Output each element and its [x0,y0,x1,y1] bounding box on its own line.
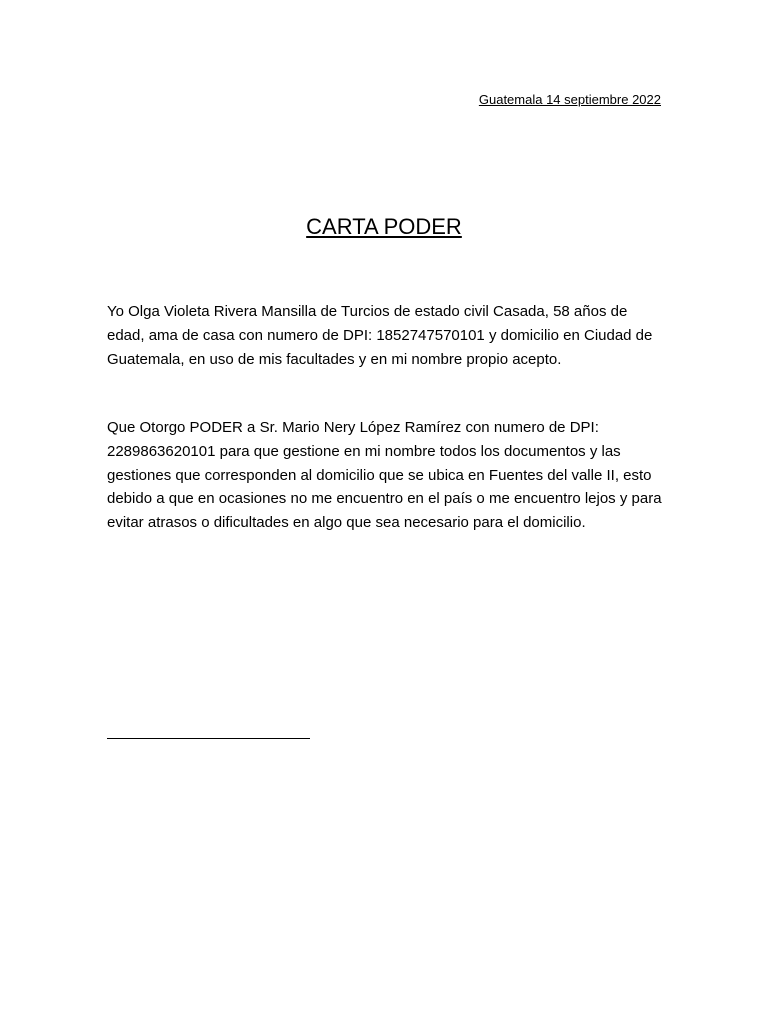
paragraph-declarant: Yo Olga Violeta Rivera Mansilla de Turcios de estado civil Casada, 58 años de edad, ama de casa con numero de DPI: 1852747570101 y domicilio en Ciudad de Guatemala, en uso de mis facultades y en mi nombre propio acepto. [107,303,653,368]
document-date: Guatemala 14 septiembre 2022 [478,92,661,107]
paragraph-power-granted: Que Otorgo PODER a Sr. Mario Nery López Ramírez con numero de DPI: 2289863620101 para que gestione en mi nombre todos los documentos y las gestiones que corresponden al domicilio que se ubica en Fuentes del valle II, esto debido a que en ocasiones no me encuentro en el país o me encuentro lejos y para evitar atrasos o dificultades en algo que sea necesario para el domicilio. [107,419,662,532]
document-title: CARTA PODER [306,214,462,239]
signature-line [107,738,310,739]
